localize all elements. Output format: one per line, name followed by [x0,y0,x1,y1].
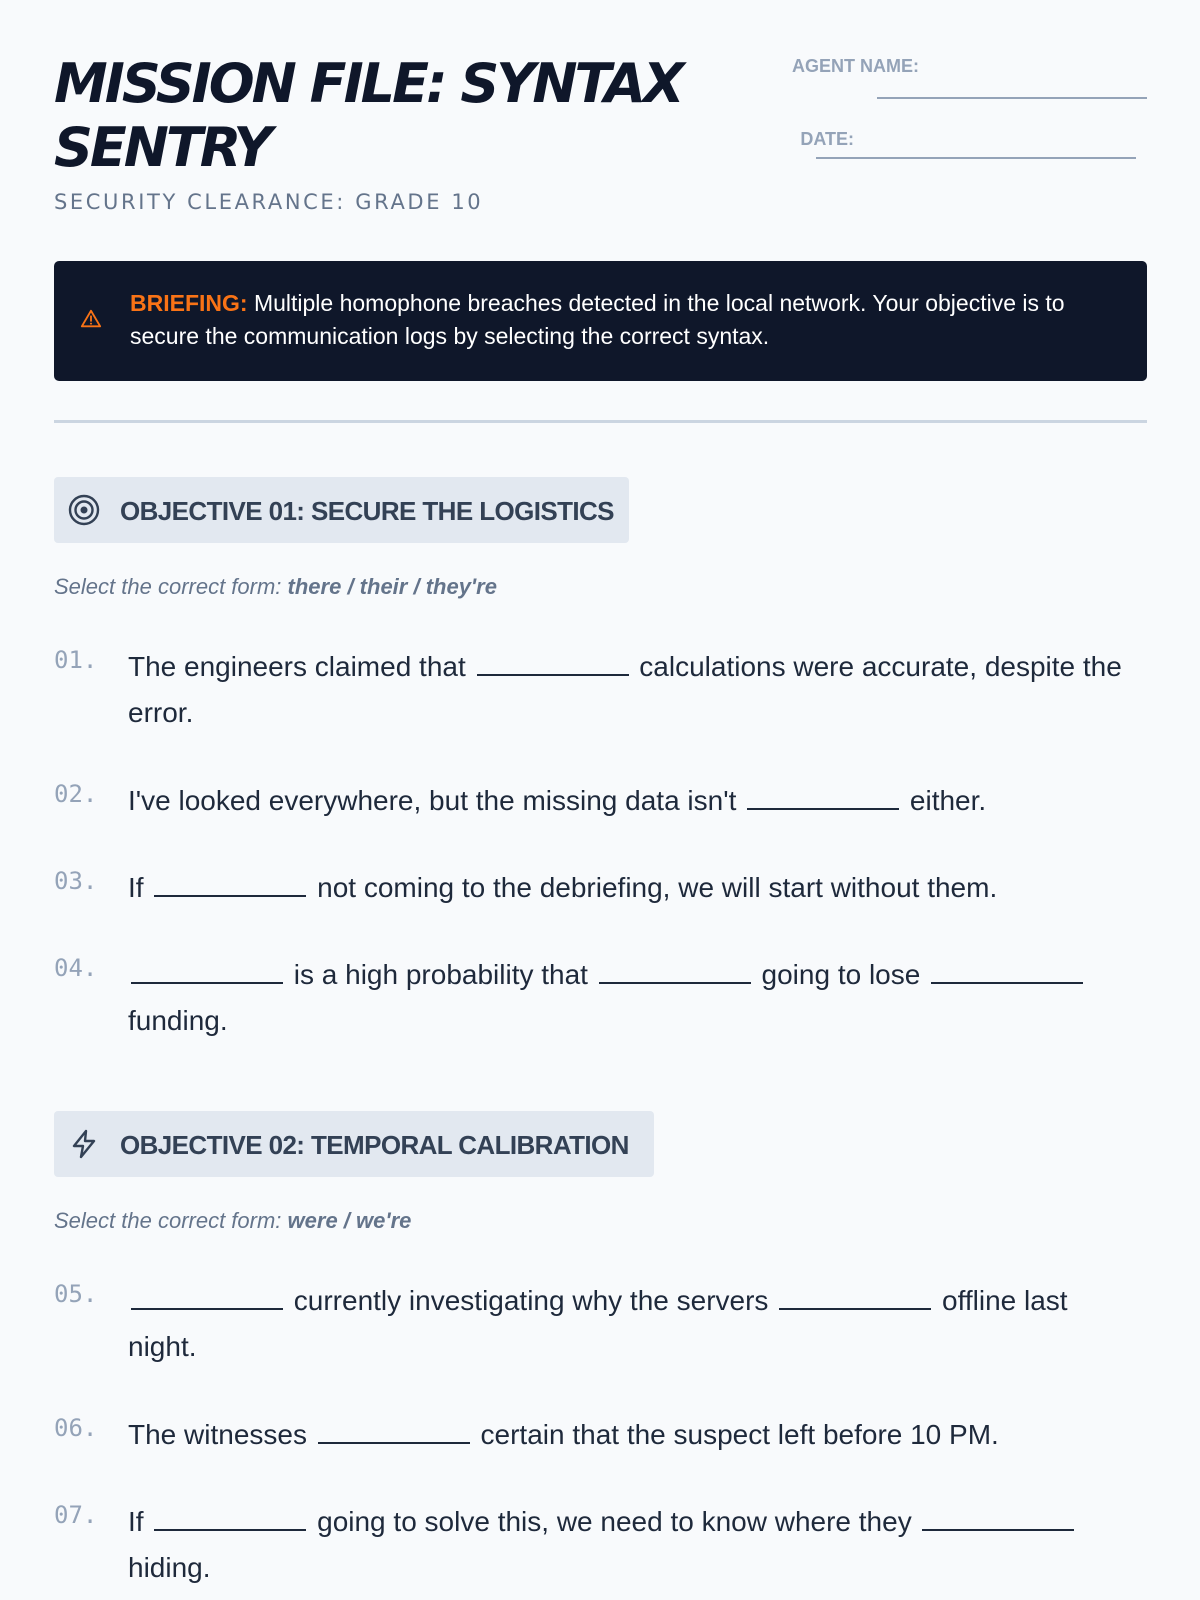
answer-blank[interactable] [599,958,751,984]
answer-blank[interactable] [154,1505,306,1531]
warning-icon [80,308,102,330]
question-text: If going to solve this, we need to know where they hiding. [128,1499,1138,1591]
objective-01-options: there / their / they're [287,574,497,599]
question-text: The engineers claimed that calculations were accurate, despite the error. [128,651,1122,728]
answer-blank[interactable] [779,1284,931,1310]
question-text: If not coming to the debriefing, we will start without them. [128,872,998,903]
question-number: 07. [54,1501,98,1529]
objective-02-options: were / we're [287,1208,412,1233]
answer-blank[interactable] [477,650,629,676]
answer-blank[interactable] [131,1284,283,1310]
briefing-body: Multiple homophone breaches detected in the local network. Your objective is to secure the communication logs by selecting the correct syntax. [130,290,1065,349]
date-label: DATE: [800,129,854,149]
answer-blank[interactable] [922,1505,1074,1531]
worksheet-page [54,0,1147,1600]
lightning-icon [68,1128,100,1160]
question-number: 05. [54,1280,98,1308]
question-text: I've looked everywhere, but the missing data isn't either. [128,785,987,816]
objective-02-instruction: Select the correct form: were / we're [54,1208,412,1233]
clearance-subtitle: SECURITY CLEARANCE: GRADE 10 [54,190,484,214]
objective-01-header [54,477,629,543]
section-divider [54,420,1147,423]
question-text: is a high probability that going to lose funding. [128,952,1138,1044]
objective-01-instruction: Select the correct form: there / their / they're [54,574,497,599]
answer-blank[interactable] [318,1418,470,1444]
question-number: 06. [54,1414,98,1442]
page-title: MISSION FILE: SYNTAX SENTRY [54,52,682,179]
briefing-text [130,287,1130,353]
question-text: The witnesses certain that the suspect left before 10 PM. [128,1419,999,1450]
objective-02-title: OBJECTIVE 02: TEMPORAL CALIBRATION [120,1130,629,1160]
objective-01-title: OBJECTIVE 01: SECURE THE LOGISTICS [120,496,614,526]
briefing-banner [54,261,1147,381]
agent-name-label: AGENT NAME: [792,56,919,76]
question-number: 03. [54,867,98,895]
question-number: 04. [54,954,98,982]
agent-name-field[interactable] [877,97,1147,99]
answer-blank[interactable] [931,958,1083,984]
objective-02-header [54,1111,654,1177]
answer-blank[interactable] [154,871,306,897]
answer-blank[interactable] [131,958,283,984]
answer-blank[interactable] [747,784,899,810]
briefing-tag: BRIEFING: [130,290,248,316]
question-text: currently investigating why the servers offline last night. [128,1285,1068,1362]
question-number: 01. [54,646,98,674]
target-icon [68,494,100,526]
question-number: 02. [54,780,98,808]
date-field[interactable] [816,157,1136,159]
